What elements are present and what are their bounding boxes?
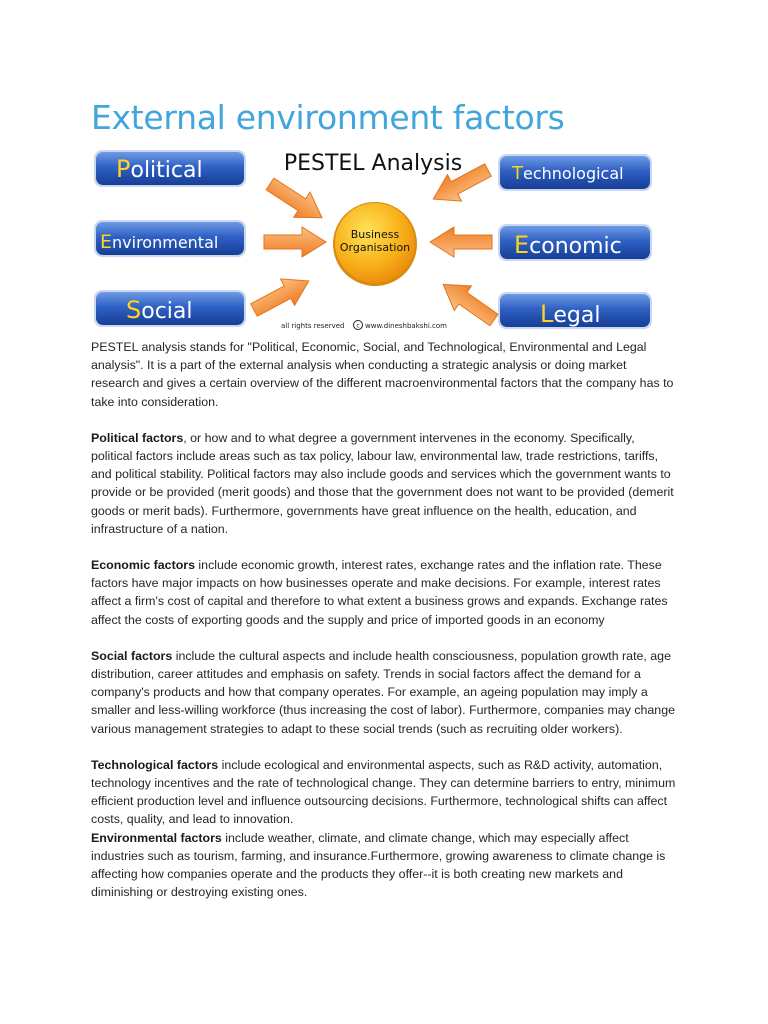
svg-text:Political: Political <box>116 155 203 183</box>
technological-term: Technological factors <box>91 757 219 772</box>
page-title: External environment factors <box>91 98 565 137</box>
copyright-icon <box>354 321 363 330</box>
political-paragraph: Political factors, or how and to what degree a government intervenes in the economy. Specifically, political factors include areas such as tax policy, labour law, environmental law, trade restrictions, tariffs, and political stability. Political factors may also include goods and services which the government wants to provide or be provided (merit goods) and those that the government does not want to be provided (demerit goods or merit bads). Furthermore, governments have great influence on the health, education, and infrastructure of a nation. <box>91 430 674 536</box>
environmental-paragraph: Environmental factors include weather, climate, and climate change, which may especially affect industries such as tourism, farming, and insurance.Furthermore, growing awareness to climate change is affecting how companies operate and the products they offer--it is both creating new markets and diminishing or destroying existing ones. <box>91 830 666 900</box>
svg-text:all rights reserved: all rights reserved <box>281 322 345 330</box>
social-term: Social factors <box>91 648 173 663</box>
svg-text:Economic: Economic <box>514 231 622 259</box>
economic-paragraph: Economic factors include economic growth, interest rates, exchange rates and the inflation rate. These factors have major impacts on how businesses operate and make decisions. For example, interest rates affect a firm's cost of capital and therefore to what extent a business grows and expands. Exchange rates affect the costs of exporting goods and the supply and price of imported goods in an economy <box>91 558 668 627</box>
factor-pill-economic <box>498 224 652 261</box>
arrow-icon <box>247 268 316 324</box>
diagram-heading: PESTEL Analysis <box>283 151 463 176</box>
svg-text:Environmental: Environmental <box>100 231 219 253</box>
factor-pill-legal <box>498 292 652 329</box>
factor-pill-social <box>94 290 246 327</box>
social-paragraph: Social factors include the cultural aspects and include health consciousness, population growth rate, age distribution, career attitudes and emphasis on safety. Trends in social factors affect the demand for a company's products and how that company operates. For example, an ageing population may imply a smaller and less-willing workforce (thus increasing the cost of labor). Furthermore, companies may change various management strategies to adapt to these social trends (such as recruiting older workers). <box>91 648 675 736</box>
business-organisation-circle <box>333 202 417 286</box>
factor-pill-environmental <box>94 220 246 257</box>
svg-text:Social: Social <box>126 296 193 324</box>
arrow-icon <box>264 227 326 257</box>
arrow-icon <box>430 227 492 257</box>
svg-text:Business: Business <box>350 228 400 241</box>
svg-text:c: c <box>356 322 360 330</box>
intro-paragraph: PESTEL analysis stands for "Political, Economic, Social, and Technological, Environmental and Legal analysis". It is a part of the external analysis when conducting a strategic analysis or doing market research and gives a certain overview of the different macroenvironmental factors that the company has to take into consideration. <box>91 340 674 409</box>
political-term: Political factors <box>91 430 184 445</box>
svg-text:www.dineshbakshi.com: www.dineshbakshi.com <box>365 322 447 330</box>
arrow-icon <box>262 171 330 230</box>
svg-text:Organisation: Organisation <box>339 241 411 254</box>
economic-term: Economic factors <box>91 558 195 573</box>
environmental-term: Environmental factors <box>91 830 222 845</box>
svg-text:Legal: Legal <box>540 300 601 328</box>
copyright-credit <box>281 321 447 331</box>
body-text <box>91 338 676 901</box>
factor-pill-political <box>94 150 246 187</box>
svg-text:Technological: Technological <box>512 163 624 184</box>
pestel-diagram <box>92 142 654 334</box>
factor-pill-technological <box>498 154 652 191</box>
technological-paragraph: Technological factors include ecological and environmental aspects, such as R&D activity, automation, technology incentives and the rate of technological change. They can determine barriers to entry, minimum efficient production level and influence outsourcing decisions. Furthermore, technological shifts can affect costs, quality, and lead to innovation. <box>91 757 676 827</box>
